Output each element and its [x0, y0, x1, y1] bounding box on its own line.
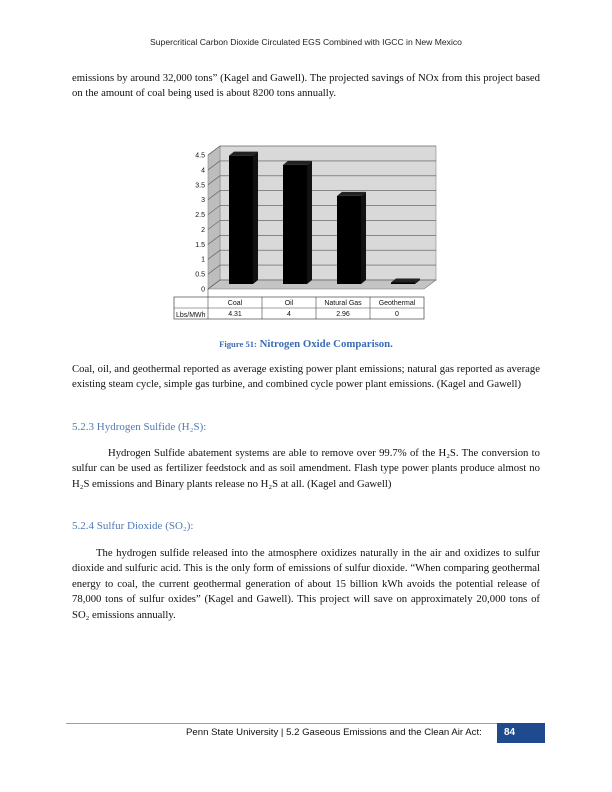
section-heading-so2: 5.2.4 Sulfur Dioxide (SO₂): [72, 520, 194, 532]
category-label: Geothermal [378, 300, 416, 307]
y-tick-label: 3.5 [195, 182, 205, 190]
running-header: Supercritical Carbon Dioxide Circulated EGS Combined with IGCC in New Mexico [150, 37, 462, 47]
y-tick-label: 4 [201, 167, 205, 175]
y-tick-label: 1 [201, 256, 205, 264]
y-tick-label: 1.5 [195, 241, 205, 249]
data-value-label: 4 [287, 311, 291, 318]
footer-text: Penn State University | 5.2 Gaseous Emissions and the Clean Air Act: [186, 727, 482, 738]
bar-geothermal [391, 279, 420, 285]
paragraph-h2s: Hydrogen Sulfide abatement systems are able to remove over 99.7% of the H₂S. The conversion to sulfur can be used as fertilizer feedstock and as soil amendment. Flash type power plants produce almost no H₂S emissions and Binary plants release no H₂S at all. (Kagel and Gawell) [72, 447, 540, 490]
bar-coal [229, 152, 258, 284]
section-heading-h2s: 5.2.3 Hydrogen Sulfide (H₂S): [72, 421, 207, 433]
figure-caption [0, 338, 612, 350]
data-value-label: 4.31 [228, 311, 242, 318]
table-row-label: Lbs/MWh [176, 312, 206, 319]
data-value-label: 0 [395, 311, 399, 318]
category-label: Oil [284, 300, 294, 307]
y-tick-label: 0.5 [195, 271, 205, 279]
y-tick-label: 0 [201, 286, 205, 294]
bar-natural-gas [337, 192, 366, 284]
paragraph-so2: The hydrogen sulfide released into the atmosphere oxidizes naturally in the air and oxidizes to sulfur dioxide and sulfuric acid. This is the only form of emissions of sulfur dioxide. “When comparing geothermal energy to coal, the current geothermal generation of about 15 billion kWh avoids the potential release of 78,000 tons of sulfur oxides” (Kagel and Gawell). This project will save on approximately 20,000 tons of SO₂ emissions annually. [72, 547, 540, 621]
y-tick-label: 4.5 [195, 152, 205, 160]
figure-number: Figure 51: [219, 339, 257, 349]
bar-oil [283, 161, 312, 284]
y-tick-label: 2 [201, 226, 205, 234]
paragraph-emissions-note: Coal, oil, and geothermal reported as average existing power plant emissions; natural gas reported as average existing steam cycle, simple gas turbine, and combined cycle power plant emissions. (Kagel and Gawell) [72, 363, 540, 391]
category-label: Natural Gas [324, 300, 362, 307]
data-value-label: 2.96 [336, 311, 350, 318]
page-number: 84 [497, 723, 545, 743]
figure-title: Nitrogen Oxide Comparison. [256, 338, 393, 350]
footer-rule [66, 723, 545, 724]
paragraph-nox-savings: emissions by around 32,000 tons” (Kagel and Gawell). The projected savings of NOx from this project based on the amount of coal being used is about 8200 tons annually. [72, 72, 540, 100]
nox-comparison-chart [168, 142, 440, 326]
category-label: Coal [227, 300, 243, 307]
y-tick-label: 3 [201, 197, 205, 205]
y-tick-label: 2.5 [195, 212, 205, 220]
